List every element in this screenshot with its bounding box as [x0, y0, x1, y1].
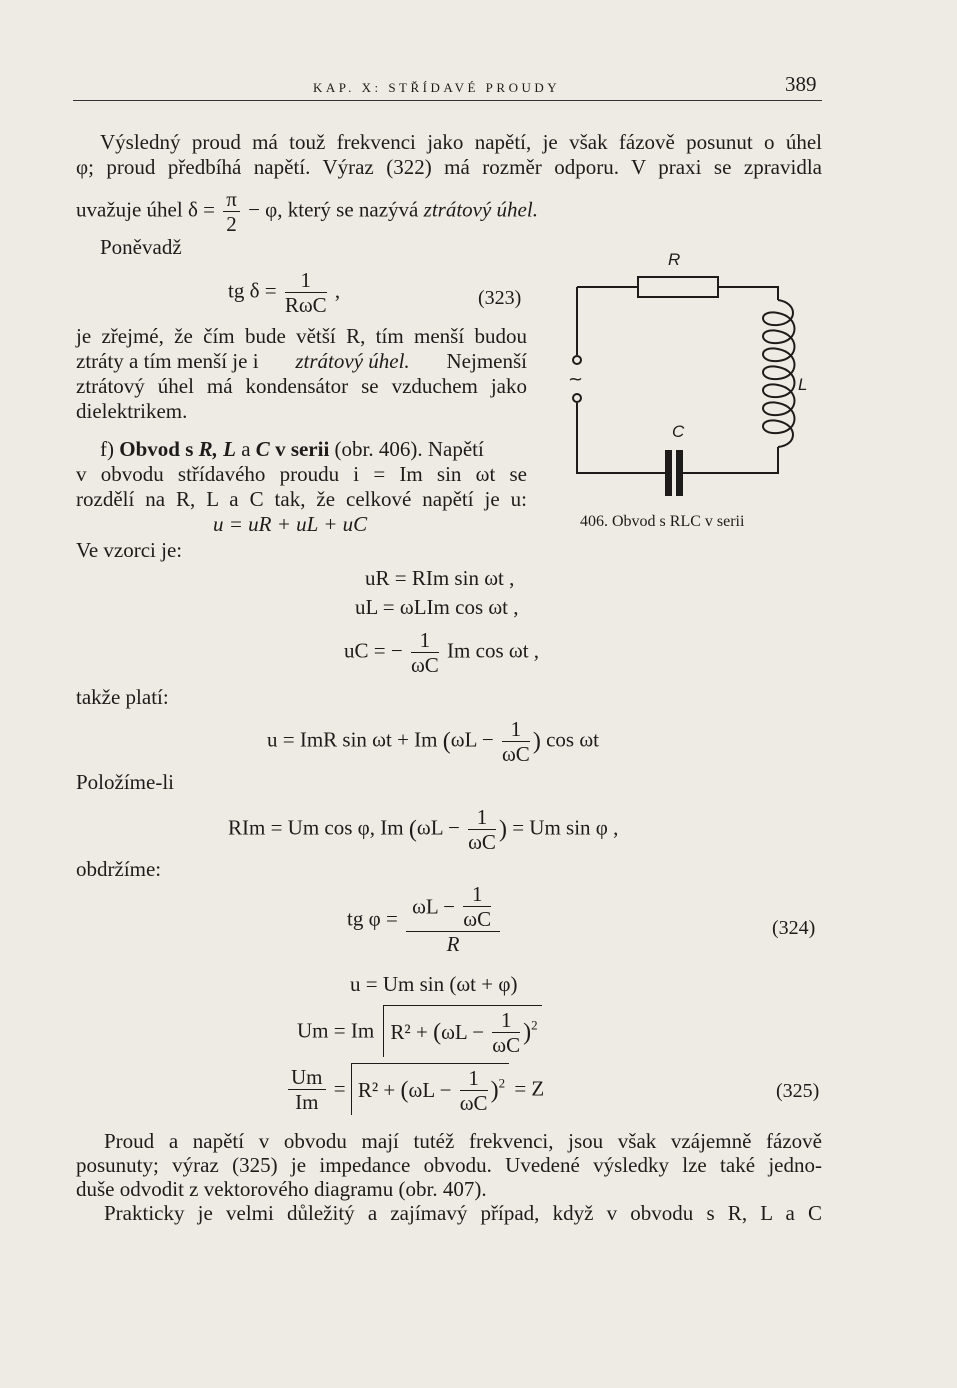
eq-u-num: 1 — [502, 717, 530, 742]
polozime-label: Položíme-li — [76, 770, 174, 794]
figure-caption: 406. Obvod s RLC v serii — [580, 513, 745, 530]
page-number: 389 — [785, 72, 817, 96]
equation-325 — [285, 1063, 544, 1115]
capacitor-icon — [665, 450, 683, 496]
para3-line2: v obvodu střídavého proudu i = Im sin ωt se — [76, 462, 527, 486]
equation-uL: uL = ωLIm cos ωt , — [355, 595, 519, 619]
eq-Um-den: ωC — [492, 1033, 521, 1057]
eq323-den: RωC — [284, 293, 327, 317]
eq-Um-exp: 2 — [531, 1017, 538, 1033]
ponevadz-label: Poněvadž — [100, 235, 182, 259]
sqrt-icon — [351, 1063, 509, 1115]
eq-Um-num: 1 — [492, 1008, 520, 1033]
eq-RI-a: RIm = Um cos φ, Im — [228, 815, 404, 840]
paren-open: ( — [400, 1077, 409, 1104]
eq323-label: (323) — [478, 287, 522, 309]
eq-Um-b: ωL − — [441, 1020, 485, 1044]
eq325-label: (325) — [776, 1080, 820, 1102]
equation-324 — [347, 882, 503, 956]
para4-line4: Prakticky je velmi důležitý a zajímavý případ, když v obvodu s R, L a C — [104, 1201, 822, 1225]
wire-right-bottom — [683, 447, 778, 473]
para1-line3 — [76, 187, 538, 236]
eq325-b: ωL − — [408, 1078, 452, 1102]
eq-RI-den: ωC — [468, 830, 496, 854]
para1-line3-b: − φ, který se nazývá — [248, 197, 419, 222]
eq323-num: 1 — [285, 268, 327, 293]
para1-line3-term: ztrátový úhel. — [423, 197, 538, 222]
eq-u-den: ωC — [501, 742, 530, 766]
running-header: KAP. X: STŘÍDAVÉ PROUDY — [313, 80, 561, 95]
para2-line1: je zřejmé, že čím bude větší R, tím menší budou — [76, 324, 527, 348]
sqrt-icon — [383, 1005, 541, 1057]
para4-line1: Proud a napětí v obvodu mají tutéž frekvenci, jsou však vzájemně fázově — [104, 1129, 822, 1153]
para1-line2: φ; proud předbíhá napětí. Výraz (322) má rozměr odporu. V praxi se zpravidla — [76, 155, 822, 179]
eq-Um-lhs: Um = Im — [297, 1018, 375, 1043]
para3-heading-c: C — [255, 437, 270, 461]
eq324-label: (324) — [772, 917, 816, 939]
eq-u-fraction — [502, 717, 530, 766]
eq325-num: 1 — [460, 1066, 488, 1091]
equation-Um — [297, 1005, 542, 1057]
eq-uC-den: ωC — [410, 653, 439, 677]
eq-uC-num: 1 — [411, 628, 439, 653]
resistor-icon — [638, 277, 718, 297]
para1-line1: Výsledný proud má touž frekvenci jako napětí, je však fázově posunut o úhel — [100, 130, 822, 154]
para2-line2-term: ztrátový úhel. — [295, 349, 410, 373]
wire-bottom-left — [577, 403, 665, 473]
takze-label: takže platí: — [76, 685, 169, 709]
para2-line2 — [76, 348, 527, 374]
eq323-fraction — [285, 268, 327, 317]
eq-uC-lhs: uC = − — [344, 638, 403, 663]
eq323-lhs: tg δ = — [228, 278, 277, 303]
eq324-lhs: tg φ = — [347, 906, 398, 931]
label-C: C — [672, 422, 685, 441]
eq324-bottom: R — [446, 932, 460, 956]
pi-half-fraction — [223, 187, 240, 236]
para3-label: f) — [100, 437, 114, 461]
pi-numerator: π — [223, 187, 240, 212]
paren-open: ( — [433, 1019, 442, 1046]
equation-voltage-sum: u = uR + uL + uC — [213, 512, 368, 536]
pi-denominator: 2 — [226, 212, 237, 236]
terminal-top — [573, 356, 581, 364]
para3-line3: rozdělí na R, L a C tak, že celkové napětí je u: — [76, 487, 527, 511]
label-L: L — [798, 375, 808, 394]
header-rule — [73, 100, 822, 101]
eq-Um-r: R² + — [390, 1020, 428, 1044]
paren-close: ) — [523, 1019, 532, 1046]
para3-line1 — [100, 436, 484, 462]
para3-heading-rl: R, L — [198, 437, 236, 461]
para4-line3: duše odvodit z vektorového diagramu (obr. 407). — [76, 1177, 487, 1201]
equation-uC — [344, 628, 539, 677]
paren-close: ) — [532, 728, 541, 755]
obdrzime-label: obdržíme: — [76, 857, 162, 881]
terminal-bottom — [573, 394, 581, 402]
eq324-fraction — [406, 882, 500, 956]
para2-line3: ztrátový úhel má kondensátor se vzduchem jako — [76, 374, 527, 398]
para2-line2-b: Nejmenší — [446, 349, 527, 373]
eq324-inner-fraction — [463, 882, 491, 931]
eq-RI-fraction — [468, 805, 496, 854]
para3-line1-rest: (obr. 406). Napětí — [334, 437, 484, 461]
eq-uC-fraction — [411, 628, 439, 677]
paren-open: ( — [442, 728, 451, 755]
eq325-exp: 2 — [498, 1075, 506, 1091]
paren-close: ) — [498, 816, 507, 843]
eq325-lhs-den: Im — [295, 1089, 319, 1114]
eq325-lhs-num: Um — [288, 1065, 326, 1090]
eq-u-a: u = ImR sin ωt + Im — [267, 727, 438, 752]
equation-u2: u = Um sin (ωt + φ) — [350, 972, 518, 996]
eq-RI-c: = Um sin φ , — [512, 815, 619, 840]
eq325-r: R² + — [357, 1078, 396, 1102]
wire-top-right — [718, 287, 778, 300]
eq-uC-rhs: Im cos ωt , — [447, 638, 540, 663]
eq-RI-b: ωL − — [416, 815, 460, 840]
eq-u-c: cos ωt — [546, 727, 599, 752]
label-R: R — [668, 250, 681, 269]
eq325-eq: = — [333, 1076, 346, 1101]
equation-RI — [228, 805, 618, 854]
eq323-comma: , — [334, 278, 341, 303]
para1-line3-a: uvažuje úhel δ = — [76, 197, 215, 222]
para3-heading-a: a — [241, 437, 251, 461]
eq325-den: ωC — [459, 1091, 488, 1115]
eq325-lhs-fraction — [288, 1065, 326, 1114]
equation-323 — [228, 268, 340, 317]
eq324-inner-den: ωC — [463, 907, 492, 931]
eq325-rhs: = Z — [514, 1076, 545, 1101]
ac-source-symbol: ~ — [568, 369, 584, 390]
para4-line2: posunuty; výraz (325) je impedance obvodu. Uvedené výsledky lze také jedno- — [76, 1153, 822, 1177]
inductor-icon — [763, 300, 795, 447]
paren-close: ) — [490, 1077, 499, 1104]
equation-uR: uR = RIm sin ωt , — [365, 566, 515, 590]
rlc-circuit-figure — [560, 245, 820, 510]
equation-u — [267, 717, 599, 766]
eq-Um-fraction — [492, 1008, 520, 1057]
ve-vzorci-label: Ve vzorci je: — [76, 538, 183, 562]
eq325-fraction — [460, 1066, 488, 1115]
eq324-top — [406, 882, 500, 932]
eq324-inner-num: 1 — [463, 882, 491, 907]
eq-u-b: ωL − — [450, 727, 494, 752]
paren-open: ( — [408, 816, 417, 843]
para3-heading-serii: v serii — [275, 437, 330, 461]
para2-line4: dielektrikem. — [76, 399, 188, 423]
para3-heading: Obvod s — [119, 437, 194, 461]
eq-RI-num: 1 — [468, 805, 496, 830]
eq324-top-a: ωL − — [412, 894, 456, 919]
para2-line2-a: ztráty a tím menší je i — [76, 349, 259, 373]
